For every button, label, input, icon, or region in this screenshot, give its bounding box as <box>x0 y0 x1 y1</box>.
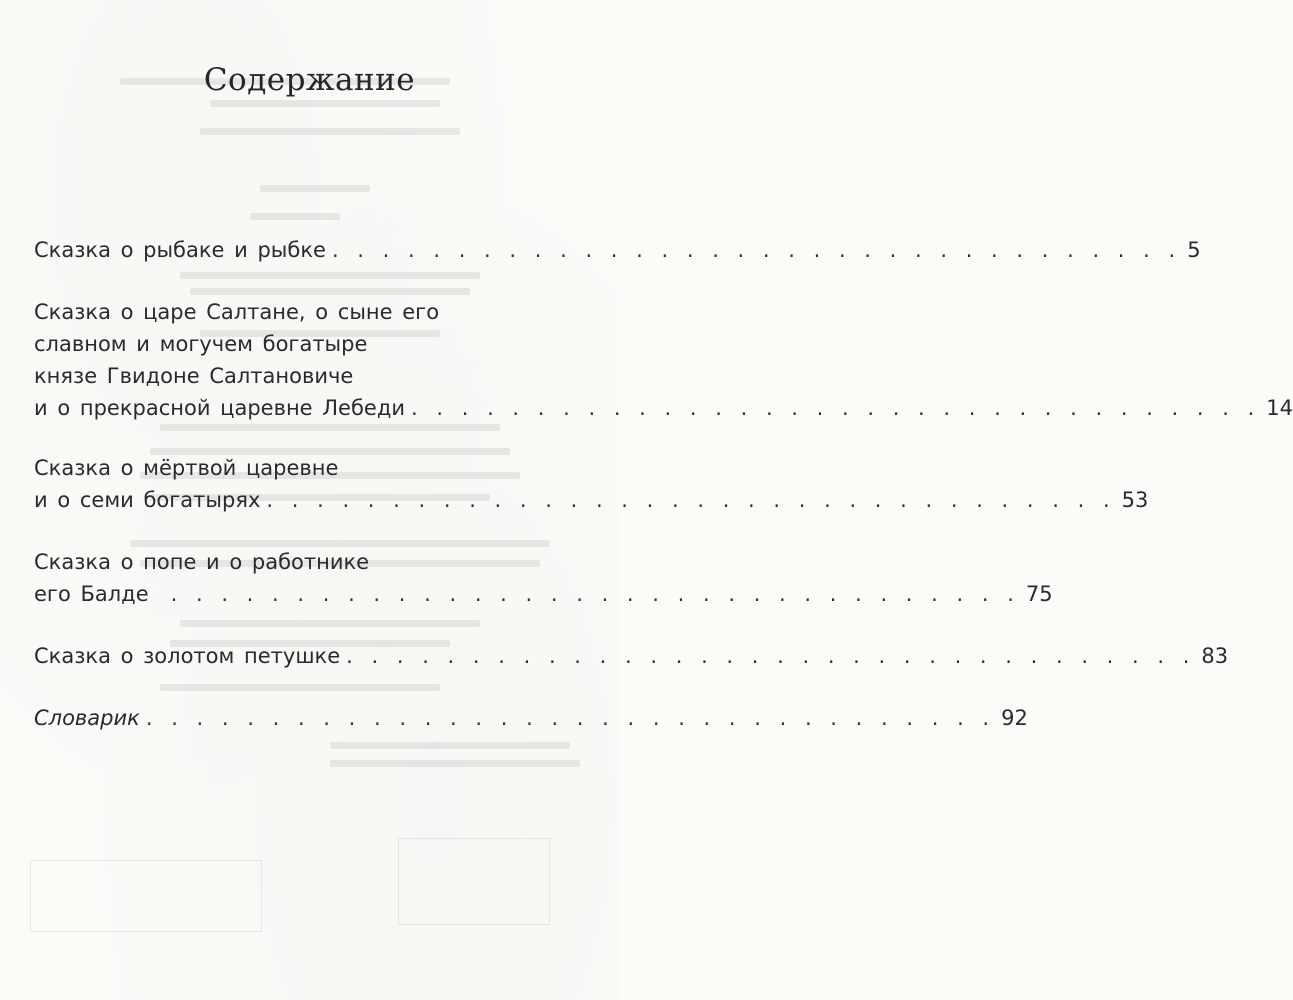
show-through-block <box>30 860 262 932</box>
toc-entry-line: Сказка о мёртвой царевне <box>34 456 339 480</box>
toc-entry-title: его Балде <box>34 582 149 606</box>
toc-entry <box>34 452 1149 516</box>
show-through-barcode <box>398 838 550 925</box>
show-through-line <box>190 288 470 295</box>
show-through-line <box>180 272 480 279</box>
show-through-line <box>180 620 480 627</box>
toc-entry-row <box>34 640 1229 672</box>
toc-entry-title: и о семи богатырях <box>34 488 261 512</box>
toc-entry-line: князе Гвидоне Салтановиче <box>34 364 354 388</box>
toc-entry-title: и о прекрасной царевне Лебеди <box>34 396 406 420</box>
toc-entry <box>34 234 1201 266</box>
toc-entry-row <box>34 702 1028 734</box>
show-through-line <box>330 760 580 767</box>
toc-page-number: 83 <box>1201 644 1229 668</box>
leader-dots: . . . . . . . . . . . . . . . . . . . . . . . . . . . . . . . . . . <box>170 582 1020 606</box>
show-through-line <box>260 185 370 192</box>
toc-entry-row <box>34 484 1149 516</box>
toc-page-number: 14 <box>1266 396 1293 420</box>
toc-page-number: 75 <box>1025 582 1053 606</box>
toc-page-number: 92 <box>1001 706 1028 730</box>
show-through-line <box>200 128 460 135</box>
show-through-line <box>210 100 440 107</box>
toc-entry-title: Сказка о рыбаке и рыбке <box>34 238 326 262</box>
toc-entry-line: Сказка о царе Салтане, о сыне его <box>34 300 440 324</box>
toc-entry-row <box>34 392 1293 424</box>
toc-page-number: 53 <box>1121 488 1149 512</box>
page-title: Содержание <box>203 62 416 98</box>
leader-dots: . . . . . . . . . . . . . . . . . . . . . . . . . . . . . . . . . . <box>266 488 1116 512</box>
show-through-line <box>160 684 440 691</box>
show-through-line <box>250 213 340 220</box>
leader-dots: . . . . . . . . . . . . . . . . . . . . . . . . . . . . . . . . . . <box>411 396 1261 420</box>
toc-entry-line: славном и могучем богатыре <box>34 332 368 356</box>
toc-entry-title: Сказка о золотом петушке <box>34 644 341 668</box>
toc-entry <box>34 296 1293 424</box>
toc-entry <box>34 640 1229 672</box>
show-through-line <box>330 742 570 749</box>
leader-dots: . . . . . . . . . . . . . . . . . . . . . . . . . . . . . . . . . . <box>145 706 996 730</box>
toc-entry-title: Словарик <box>34 706 140 730</box>
show-through-line <box>160 424 500 431</box>
toc-entry <box>34 546 1053 610</box>
toc-entry-row <box>34 234 1201 266</box>
toc-entry-line: Сказка о попе и о работнике <box>34 550 370 574</box>
leader-dots: . . . . . . . . . . . . . . . . . . . . . . . . . . . . . . . . . . <box>346 644 1196 668</box>
toc-entry <box>34 702 1028 734</box>
leader-dots: . . . . . . . . . . . . . . . . . . . . . . . . . . . . . . . . . . <box>331 238 1182 262</box>
toc-page-number: 5 <box>1187 238 1201 262</box>
toc-entry-row <box>34 578 1053 610</box>
